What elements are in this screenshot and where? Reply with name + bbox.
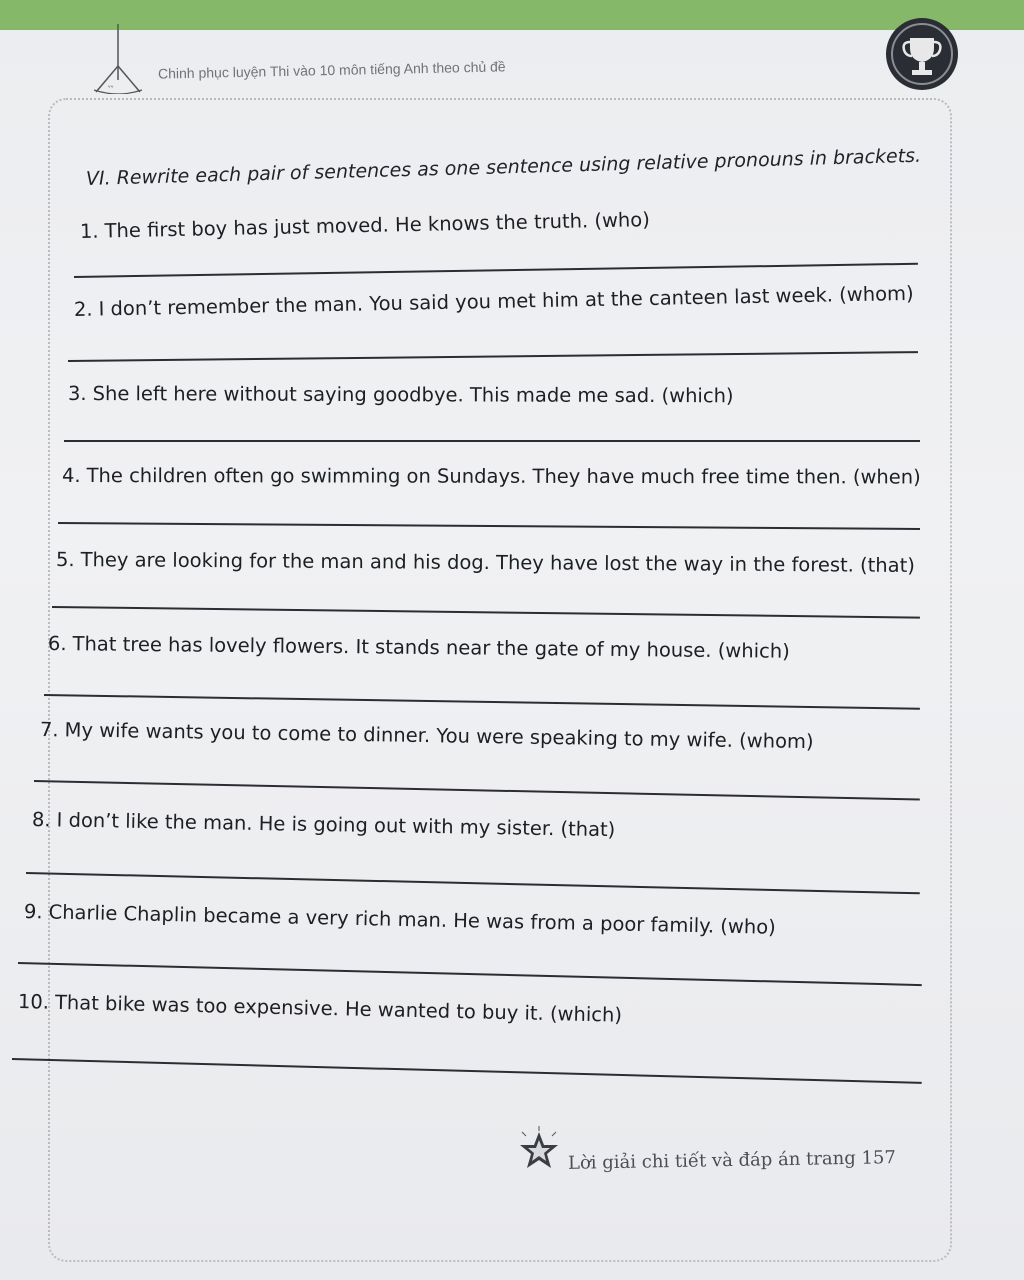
star-icon xyxy=(514,1126,564,1176)
question-text: The first boy has just moved. He knows the truth. (who) xyxy=(104,208,651,243)
question-text: I don’t like the man. He is going out with my sister. (that) xyxy=(56,808,616,842)
question-number: 8. xyxy=(31,808,51,832)
question-text: I don’t remember the man. You said you met him at the canteen last week. (whom) xyxy=(98,281,914,321)
question-text: She left here without saying goodbye. This made me sad. (which) xyxy=(92,382,734,408)
question-number: 5. xyxy=(55,548,75,572)
book-header-title: Chinh phục luyện Thi vào 10 môn tiếng Anh theo chủ đề xyxy=(157,58,506,82)
lamp-icon xyxy=(90,24,146,94)
question-number: 2. xyxy=(73,297,93,321)
svg-text:ᵛᵛ: ᵛᵛ xyxy=(108,84,114,92)
question-number: 7. xyxy=(39,718,59,742)
question-text: That bike was too expensive. He wanted to buy it. (which) xyxy=(54,990,623,1027)
exercise-box xyxy=(48,98,952,1262)
trophy-icon xyxy=(882,14,962,94)
question-number: 6. xyxy=(47,632,67,656)
question-number: 1. xyxy=(79,219,99,243)
question-number: 9. xyxy=(23,900,43,924)
question-text: Charlie Chaplin became a very rich man. He was from a poor family. (who) xyxy=(48,900,776,939)
question-text: My wife wants you to come to dinner. You were speaking to my wife. (whom) xyxy=(64,718,814,754)
question-number: 10. xyxy=(17,990,50,1014)
question-text: That tree has lovely flowers. It stands near the gate of my house. (which) xyxy=(72,632,790,663)
answer-line-3[interactable] xyxy=(64,440,920,442)
question-text: They are looking for the man and his dog. They have lost the way in the forest. (that) xyxy=(80,548,915,577)
question-number: 4. xyxy=(61,464,81,488)
answer-reference: Lời giải chi tiết và đáp án trang 157 xyxy=(567,1147,897,1174)
question-number: 3. xyxy=(67,382,87,406)
exercise-title: VI. Rewrite each pair of sentences as one sentence using relative pronouns in brackets. xyxy=(85,144,922,190)
question-4 xyxy=(62,464,921,488)
question-3 xyxy=(68,382,734,407)
question-text: The children often go swimming on Sundays. They have much free time then. (when) xyxy=(86,464,921,489)
